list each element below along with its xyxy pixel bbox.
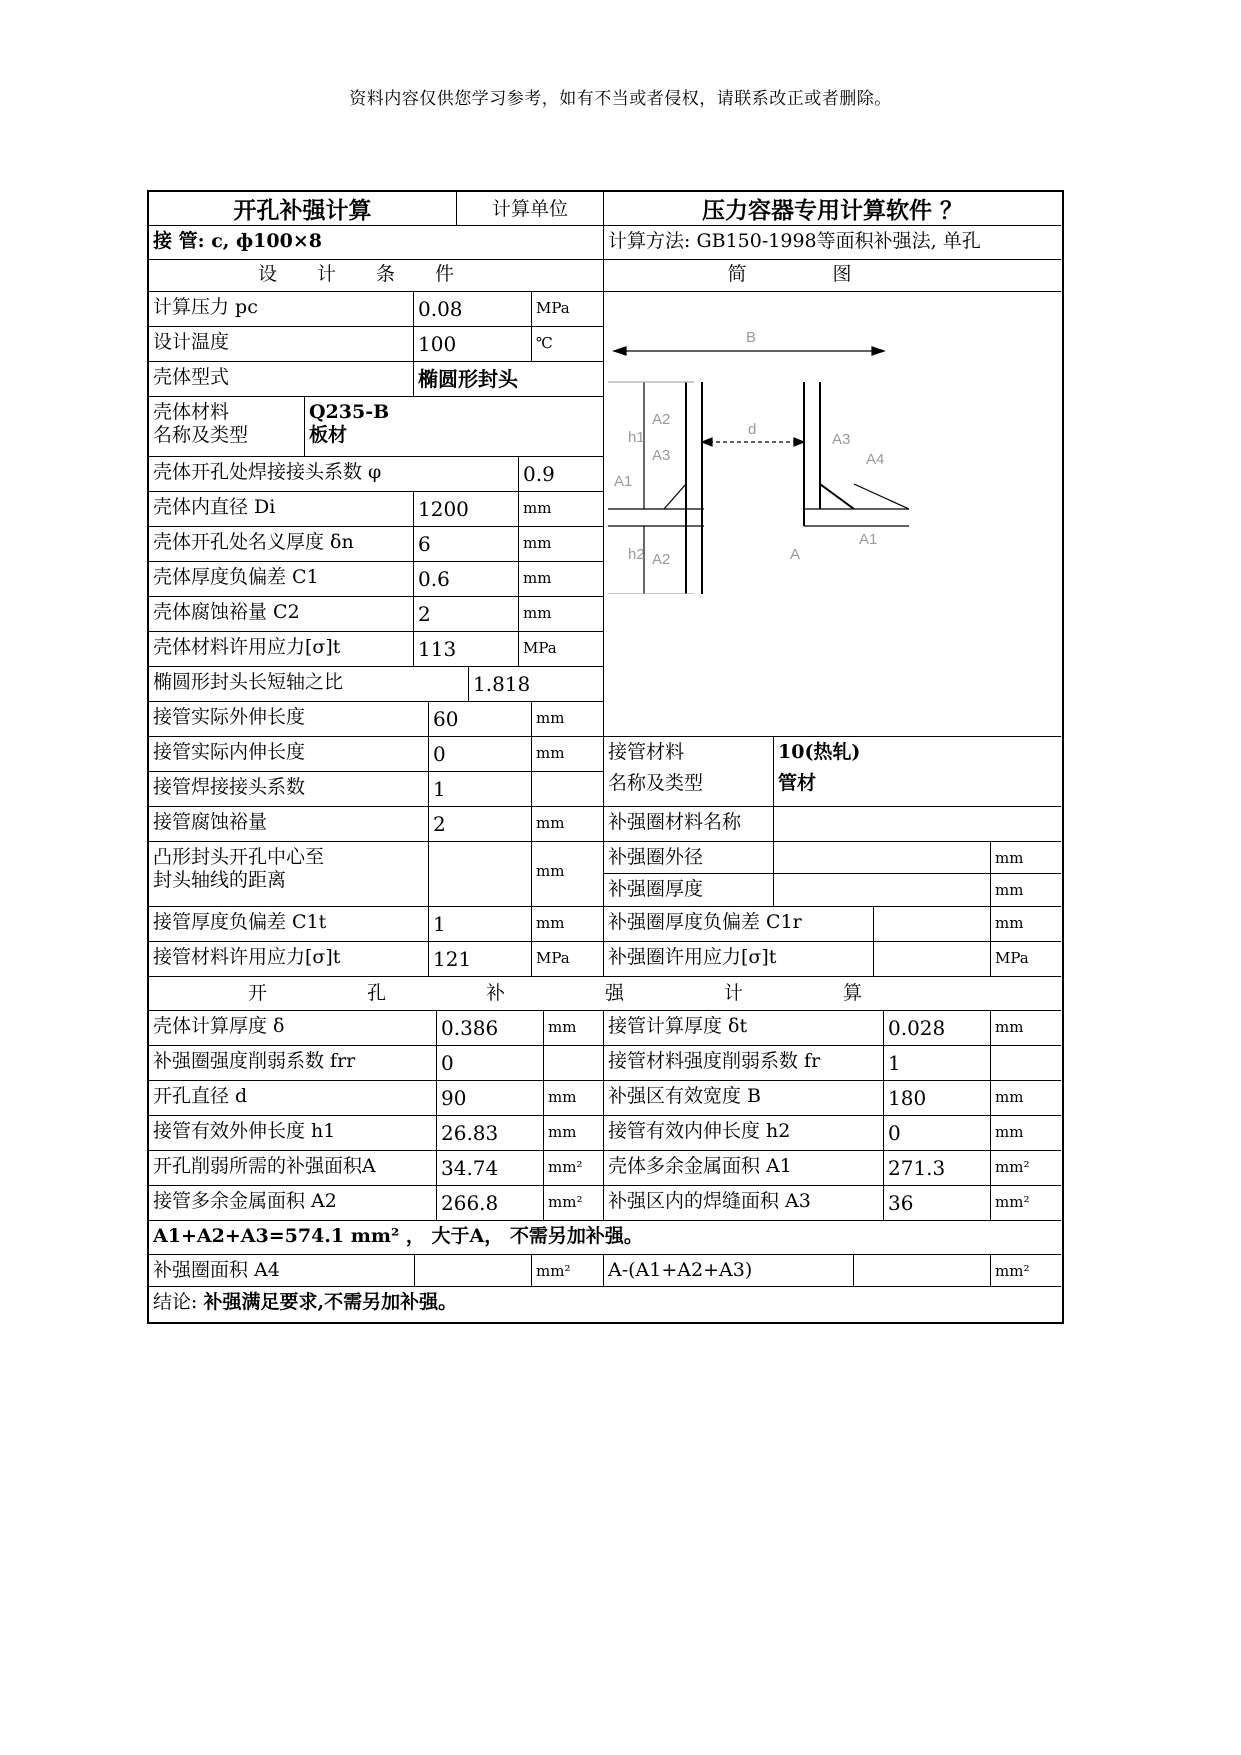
design-label: 壳体材料许用应力[σ]t [149, 632, 414, 667]
calc-right-unit: mm² [991, 1186, 1061, 1221]
nozzle-material-value-line2: 管材 [778, 771, 817, 794]
calc-left-label: 补强圈强度削弱系数 frr [149, 1046, 437, 1081]
calc-right-label: 壳体多余金属面积 A1 [604, 1151, 884, 1186]
calc-left-value: 0 [437, 1046, 544, 1081]
design-value: 2 [414, 597, 519, 632]
calc-left-unit: mm [544, 1011, 604, 1046]
convex-label-line2: 封头轴线的距离 [153, 868, 287, 891]
diagram-label-d: d [748, 421, 757, 438]
shell-material-label-line2: 名称及类型 [153, 423, 249, 446]
convex-label [149, 842, 429, 907]
calc-right-value: 1 [884, 1046, 991, 1081]
calc-right-unit: mm [991, 1081, 1061, 1116]
nozzle-material-value-line1: 10(热轧) [778, 741, 861, 763]
nozzle-label: 接管材料许用应力[σ]t [149, 942, 429, 977]
calc-right-value: 0 [884, 1116, 991, 1151]
sum-statement: A1+A2+A3=574.1 mm² ， 大于A， 不需另加补强。 [149, 1221, 1061, 1255]
nozzle-label: 接管焊接接头系数 [149, 772, 429, 807]
design-label: 壳体型式 [149, 362, 414, 397]
convex-value [429, 842, 532, 907]
diagram-label-A1-left: A1 [614, 473, 633, 490]
software-title: 压力容器专用计算软件 ？ [604, 192, 1061, 226]
nozzle-value: 1 [429, 772, 532, 807]
ring-label: 补强圈厚度 [604, 874, 774, 907]
diagram-label-h2: h2 [628, 546, 645, 563]
calc-right-label: 接管有效内伸长度 h2 [604, 1116, 884, 1151]
calc-right-label: 补强区内的焊缝面积 A3 [604, 1186, 884, 1221]
nozzle-value: 60 [429, 702, 532, 737]
design-unit: mm [519, 492, 604, 527]
diagram-label-A4: A4 [866, 451, 885, 468]
calc-left-label: 壳体计算厚度 δ [149, 1011, 437, 1046]
nozzle-value: 1 [429, 907, 532, 942]
diagram-label-A2-bottom: A2 [652, 551, 671, 568]
design-value: 1200 [414, 492, 519, 527]
ring-area-diff-unit: mm² [991, 1255, 1061, 1287]
shell-material-value [305, 397, 604, 457]
section-sketch: 简图 [604, 260, 1061, 292]
ring-value [774, 874, 991, 907]
ring-label: 补强圈厚度负偏差 C1r [604, 907, 874, 942]
calc-left-label: 开孔削弱所需的补强面积A [149, 1151, 437, 1186]
calc-right-label: 接管材料强度削弱系数 fr [604, 1046, 884, 1081]
diagram-label-A1-right: A1 [859, 531, 878, 548]
calc-right-label: 接管计算厚度 δt [604, 1011, 884, 1046]
shell-material-value-line2: 板材 [309, 423, 348, 446]
design-label: 壳体内直径 Di [149, 492, 414, 527]
nozzle-label: 接管实际内伸长度 [149, 737, 429, 772]
conclusion-text: 补强满足要求,不需另加补强。 [203, 1291, 458, 1313]
ring-value [874, 942, 991, 977]
ring-value [774, 807, 1061, 842]
calc-left-label: 接管有效外伸长度 h1 [149, 1116, 437, 1151]
calc-left-value: 90 [437, 1081, 544, 1116]
calc-method: 计算方法: GB150-1998等面积补强法, 单孔 [604, 226, 1061, 260]
calculation-sheet [147, 190, 1064, 1324]
design-unit: MPa [532, 292, 604, 327]
calc-left-label: 开孔直径 d [149, 1081, 437, 1116]
calc-left-unit: mm [544, 1116, 604, 1151]
diagram-label-A2-top: A2 [652, 411, 671, 428]
nozzle-material-label-line2: 名称及类型 [608, 771, 704, 794]
calc-left-label: 接管多余金属面积 A2 [149, 1186, 437, 1221]
ring-area-label: 补强圈面积 A4 [149, 1255, 414, 1287]
design-label: 壳体腐蚀裕量 C2 [149, 597, 414, 632]
design-value: 100 [414, 327, 532, 362]
calc-left-unit [544, 1046, 604, 1081]
design-label: 壳体厚度负偏差 C1 [149, 562, 414, 597]
calc-right-value: 36 [884, 1186, 991, 1221]
calc-right-unit: mm [991, 1011, 1061, 1046]
conclusion-label: 结论: [153, 1291, 198, 1313]
diagram-label-A3-left: A3 [652, 447, 671, 464]
calc-left-value: 266.8 [437, 1186, 544, 1221]
calc-left-unit: mm² [544, 1186, 604, 1221]
design-label: 壳体开孔处焊接接头系数 φ [149, 457, 519, 492]
calc-left-value: 34.74 [437, 1151, 544, 1186]
convex-unit: mm [532, 842, 604, 907]
ring-unit: mm [991, 907, 1061, 942]
diagram-label-h1: h1 [628, 429, 645, 446]
unit-label: 计算单位 [457, 192, 604, 226]
ring-label: 补强圈许用应力[σ]t [604, 942, 874, 977]
ring-unit: mm [991, 874, 1061, 907]
shell-material-value-line1: Q235-B [309, 401, 390, 423]
calc-right-label: 补强区有效宽度 B [604, 1081, 884, 1116]
shell-material-label [149, 397, 305, 457]
diagram-label-A3-right: A3 [832, 431, 851, 448]
nozzle-material-label [604, 737, 774, 807]
nozzle-material-label-line1: 接管材料 [608, 741, 685, 763]
design-label: 壳体开孔处名义厚度 δn [149, 527, 414, 562]
design-value: 6 [414, 527, 519, 562]
ring-unit: MPa [991, 942, 1061, 977]
calc-right-unit: mm² [991, 1151, 1061, 1186]
ring-value [874, 907, 991, 942]
diagram-label-A: A [790, 546, 801, 563]
section-calculation: 开孔补强计算 [149, 977, 1061, 1011]
nozzle-unit: mm [532, 907, 604, 942]
calc-left-value: 0.386 [437, 1011, 544, 1046]
ring-area-diff-value [854, 1255, 991, 1287]
calc-right-value: 0.028 [884, 1011, 991, 1046]
nozzle-unit: mm [532, 702, 604, 737]
design-value: 0.6 [414, 562, 519, 597]
nozzle-unit: mm [532, 807, 604, 842]
design-value: 0.08 [414, 292, 532, 327]
calc-right-value: 180 [884, 1081, 991, 1116]
sheet-title: 开孔补强计算 [149, 192, 457, 226]
design-unit: ℃ [532, 327, 604, 362]
design-unit: mm [519, 562, 604, 597]
calc-left-value: 26.83 [437, 1116, 544, 1151]
nozzle-spec: 接 管: c, ф100×8 [149, 226, 604, 260]
design-unit: mm [519, 597, 604, 632]
nozzle-label: 接管厚度负偏差 C1t [149, 907, 429, 942]
nozzle-label: 接管腐蚀裕量 [149, 807, 429, 842]
nozzle-unit: mm [532, 737, 604, 772]
nozzle-label: 接管实际外伸长度 [149, 702, 429, 737]
ring-area-value [414, 1255, 532, 1287]
design-label: 计算压力 pc [149, 292, 414, 327]
calc-left-unit: mm² [544, 1151, 604, 1186]
nozzle-value: 121 [429, 942, 532, 977]
design-value: 113 [414, 632, 519, 667]
nozzle-unit: MPa [532, 942, 604, 977]
conclusion-row [149, 1287, 1061, 1321]
convex-label-line1: 凸形封头开孔中心至 [153, 846, 325, 868]
diagram-label-B: B [746, 329, 757, 346]
ring-area-diff-label: A-(A1+A2+A3) [604, 1255, 854, 1287]
nozzle-value: 2 [429, 807, 532, 842]
section-design-conditions: 设计条件 [149, 260, 604, 292]
design-label: 设计温度 [149, 327, 414, 362]
shell-material-label-line1: 壳体材料 [153, 401, 230, 423]
calc-right-unit: mm [991, 1116, 1061, 1151]
reinforcement-sketch [604, 294, 939, 594]
calc-left-unit: mm [544, 1081, 604, 1116]
ring-unit: mm [991, 842, 1061, 874]
calc-right-unit [991, 1046, 1061, 1081]
nozzle-unit [532, 772, 604, 807]
nozzle-material-value [774, 737, 1061, 807]
disclaimer-text: 资料内容仅供您学习参考，如有不当或者侵权，请联系改正或者删除。 [349, 89, 892, 109]
nozzle-value: 0 [429, 737, 532, 772]
calc-right-value: 271.3 [884, 1151, 991, 1186]
design-unit: mm [519, 527, 604, 562]
ring-value [774, 842, 991, 874]
design-value: 0.9 [519, 457, 604, 492]
ring-area-unit: mm² [532, 1255, 604, 1287]
design-value: 椭圆形封头 [414, 362, 604, 397]
design-label: 椭圆形封头长短轴之比 [149, 667, 469, 702]
design-unit: MPa [519, 632, 604, 667]
design-value: 1.818 [469, 667, 604, 702]
ring-label: 补强圈材料名称 [604, 807, 774, 842]
ring-label: 补强圈外径 [604, 842, 774, 874]
